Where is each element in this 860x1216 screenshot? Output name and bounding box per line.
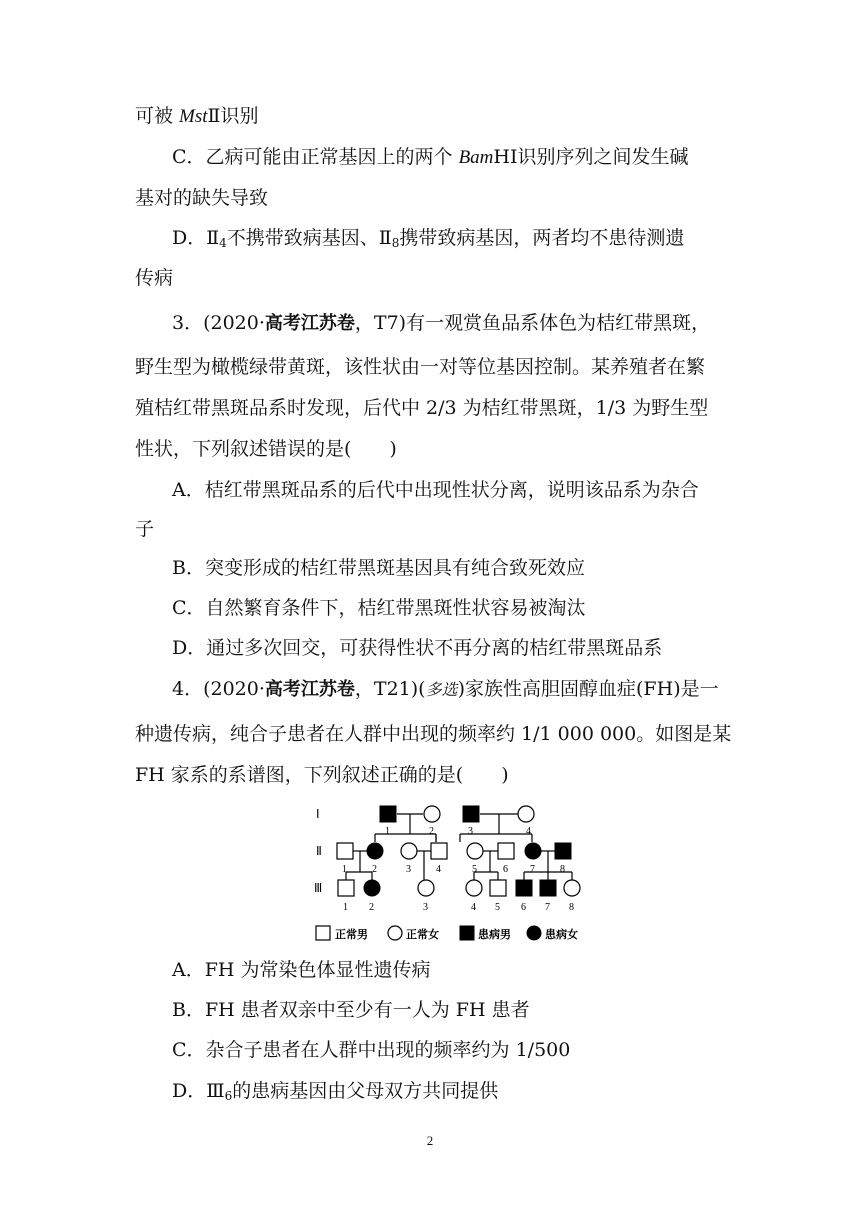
gen1-female-normal-2 — [424, 806, 440, 822]
gen2-female-affected-2 — [367, 843, 383, 859]
q3-stem-line3: 殖桔红带黑斑品系时发现，后代中 2/3 为桔红带黑斑，1/3 为野生型 — [135, 397, 709, 419]
gen3-male-affected-6 — [516, 880, 532, 896]
gen3-num-8: 8 — [569, 902, 574, 913]
gen1-num-2: 2 — [429, 826, 434, 837]
gen3-female-normal-4 — [466, 880, 482, 896]
gen1-male-affected-3 — [463, 806, 479, 822]
q4-stem: 4．(2020·高考江苏卷，T21)(多选)家族性高胆固醇血症(FH)是一 — [172, 678, 719, 700]
q3-option-d: D．通过多次回交，可获得性状不再分离的桔红带黑斑品系 — [172, 637, 663, 659]
q4-stem-line3: FH 家系的系谱图，下列叙述正确的是( ) — [135, 764, 509, 786]
gen3-num-4: 4 — [471, 902, 476, 913]
gen1-num-1: 1 — [385, 826, 390, 837]
gen2-female-affected-7 — [525, 843, 541, 859]
gen2-num-1: 1 — [342, 864, 347, 875]
gen3-num-7: 7 — [545, 902, 550, 913]
legend-normal-male-label: 正常男 — [335, 929, 368, 941]
gen2-num-3: 3 — [406, 864, 411, 875]
q2-option-c: C．乙病可能由正常基因上的两个 BamHⅠ识别序列之间发生碱 — [172, 146, 689, 168]
gen3-male-normal-1 — [338, 880, 354, 896]
gen3-num-5: 5 — [495, 902, 500, 913]
gen-label-3: Ⅲ — [314, 881, 323, 895]
q3-option-b: B．突变形成的桔红带黑斑基因具有纯合致死效应 — [172, 557, 585, 579]
gen3-female-affected-2 — [364, 880, 380, 896]
legend-affected-female-label: 患病女 — [545, 929, 578, 941]
gen3-male-normal-5 — [490, 880, 506, 896]
gen3-num-1: 1 — [343, 902, 348, 913]
legend-normal-female-icon — [388, 926, 402, 940]
q2-option-d: D．$Ⅱ_4$不携带致病基因、$Ⅱ_8$携带致病基因，两者均不患待测遗 — [172, 227, 685, 250]
gen2-num-4: 4 — [436, 864, 441, 875]
gen1-female-normal-4 — [518, 806, 534, 822]
legend-normal-male-icon — [316, 926, 330, 940]
gen2-num-7: 7 — [530, 864, 535, 875]
q3-option-a: A．桔红带黑斑品系的后代中出现性状分离，说明该品系为杂合 — [172, 479, 699, 501]
gen1-male-affected-1 — [380, 806, 396, 822]
gen3-num-2: 2 — [369, 902, 374, 913]
q3-stem: 3．(2020·高考江苏卷，T7)有一观赏鱼品系体色为桔红带黑斑， — [172, 312, 711, 334]
legend-affected-male-label: 患病男 — [478, 929, 511, 941]
q3-option-c: C．自然繁育条件下，桔红带黑斑性状容易被淘汰 — [172, 597, 586, 619]
q3-option-a-line2: 子 — [135, 518, 155, 540]
gen3-num-6: 6 — [521, 902, 526, 913]
gen1-num-3: 3 — [468, 826, 473, 837]
gen2-num-2: 2 — [372, 864, 377, 875]
q4-option-c: C．杂合子患者在人群中出现的频率约为 1/500 — [172, 1039, 571, 1061]
gen2-male-affected-8 — [555, 843, 571, 859]
q4-option-d: D．$Ⅲ_6$的患病基因由父母双方共同提供 — [172, 1080, 499, 1103]
q4-option-a: A．FH 为常染色体显性遗传病 — [172, 959, 431, 981]
q2-option-c-line2: 基对的缺失导致 — [135, 187, 269, 209]
q3-stem-line2: 野生型为橄榄绿带黄斑，该性状由一对等位基因控制。某养殖者在繁 — [135, 356, 706, 378]
legend-affected-female-icon — [527, 926, 541, 940]
legend-affected-male-icon — [460, 926, 474, 940]
gen2-male-normal-1 — [337, 843, 353, 859]
gen2-male-normal-4 — [431, 843, 447, 859]
gen2-num-5: 5 — [472, 864, 477, 875]
gen2-female-normal-3 — [401, 843, 417, 859]
pedigree-chart — [310, 798, 600, 950]
q4-option-b: B．FH 患者双亲中至少有一人为 FH 患者 — [172, 999, 530, 1021]
gen3-female-normal-3 — [418, 880, 434, 896]
legend-normal-female-label: 正常女 — [406, 929, 439, 941]
gen2-female-normal-5 — [467, 843, 483, 859]
q2-option-d-line2: 传病 — [135, 267, 174, 289]
gen3-female-normal-8 — [564, 880, 580, 896]
gen2-num-8: 8 — [560, 864, 565, 875]
q3-stem-line4: 性状，下列叙述错误的是( ) — [135, 438, 397, 460]
page-number: 2 — [426, 1133, 434, 1148]
gen3-male-affected-7 — [540, 880, 556, 896]
q4-stem-line2: 种遗传病，纯合子患者在人群中出现的频率约 1/1 000 000。如图是某 — [135, 723, 732, 745]
gen-label-1: Ⅰ — [316, 807, 320, 821]
gen2-male-normal-6 — [498, 843, 514, 859]
q2-continuation: 可被 MstⅡ识别 — [135, 105, 259, 127]
gen2-num-6: 6 — [503, 864, 508, 875]
gen-label-2: Ⅱ — [316, 844, 322, 858]
gen3-num-3: 3 — [423, 902, 428, 913]
gen1-num-4: 4 — [526, 826, 531, 837]
